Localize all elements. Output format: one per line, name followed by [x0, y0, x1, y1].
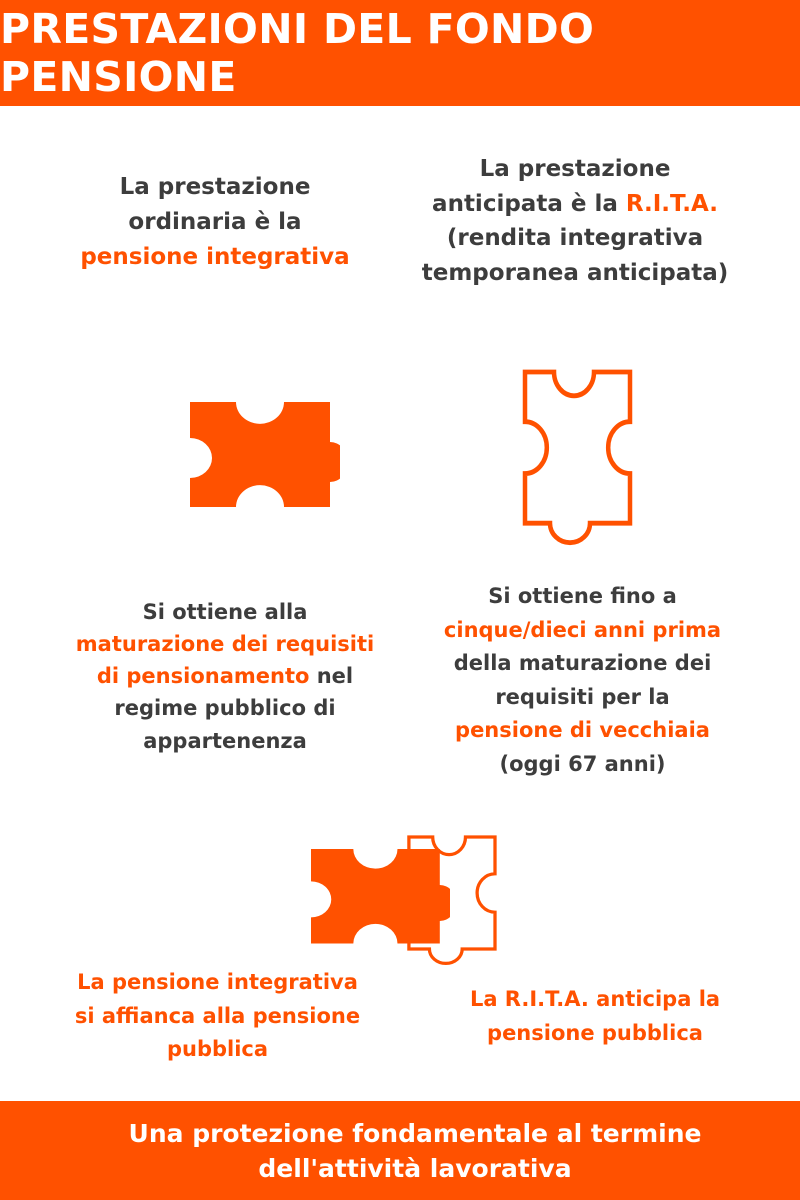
text-line: La prestazione: [119, 174, 311, 200]
highlight-text: cinque/dieci anni prima: [443, 617, 722, 642]
text-line: Una protezione fondamentale al termine: [128, 1118, 702, 1148]
puzzle-piece-filled-icon: [285, 840, 450, 950]
text-line: Si ottiene fino a: [488, 584, 677, 608]
text-line: [55, 660, 395, 692]
text-line: (rendita integrativa: [446, 225, 704, 251]
right-requirement-text: [410, 580, 755, 782]
highlight-text: pensione di vecchiaia: [455, 718, 710, 743]
ordinary-benefit-text: [60, 170, 370, 275]
text-line: La pensione integrativa: [77, 970, 358, 994]
page-title: PRESTAZIONI DEL FONDO PENSIONE: [0, 5, 595, 101]
combined-pension-text: [50, 966, 385, 1067]
text-line: temporanea anticipata): [421, 259, 729, 286]
puzzle-piece-filled-icon: [150, 388, 340, 508]
header-banner: [0, 0, 800, 106]
rita-anticipates-text: [440, 983, 750, 1050]
text-line: pubblica: [166, 1037, 269, 1062]
text-line: appartenenza: [143, 728, 307, 753]
text-line: [400, 187, 750, 222]
text-line: La R.I.T.A. anticipa la: [469, 987, 721, 1011]
footer-banner: [0, 1101, 800, 1200]
text-line: La prestazione: [479, 156, 671, 182]
highlight-text: di pensionamento: [96, 664, 310, 689]
text-line: regime pubblico di: [114, 696, 336, 721]
text-line: Si ottiene alla: [142, 600, 308, 624]
highlight-text: R.I.T.A.: [625, 190, 718, 217]
highlight-text: maturazione dei requisiti: [75, 632, 375, 657]
footer-text: [35, 1116, 765, 1186]
puzzle-piece-outline-icon: [505, 345, 645, 550]
text-span: nel: [309, 664, 354, 689]
left-requirement-text: [55, 596, 395, 757]
text-span: anticipata è la: [432, 190, 626, 217]
text-line: ordinaria è la: [128, 208, 302, 235]
early-benefit-text: [400, 152, 750, 290]
text-line: della maturazione dei: [453, 651, 712, 676]
text-line: pensione pubblica: [487, 1020, 703, 1045]
text-line: requisiti per la: [495, 684, 670, 709]
text-line: si affianca alla pensione: [74, 1003, 361, 1028]
text-line: (oggi 67 anni): [499, 751, 666, 776]
text-line: dell'attività lavorativa: [258, 1153, 572, 1183]
highlight-text: pensione integrativa: [80, 243, 350, 270]
